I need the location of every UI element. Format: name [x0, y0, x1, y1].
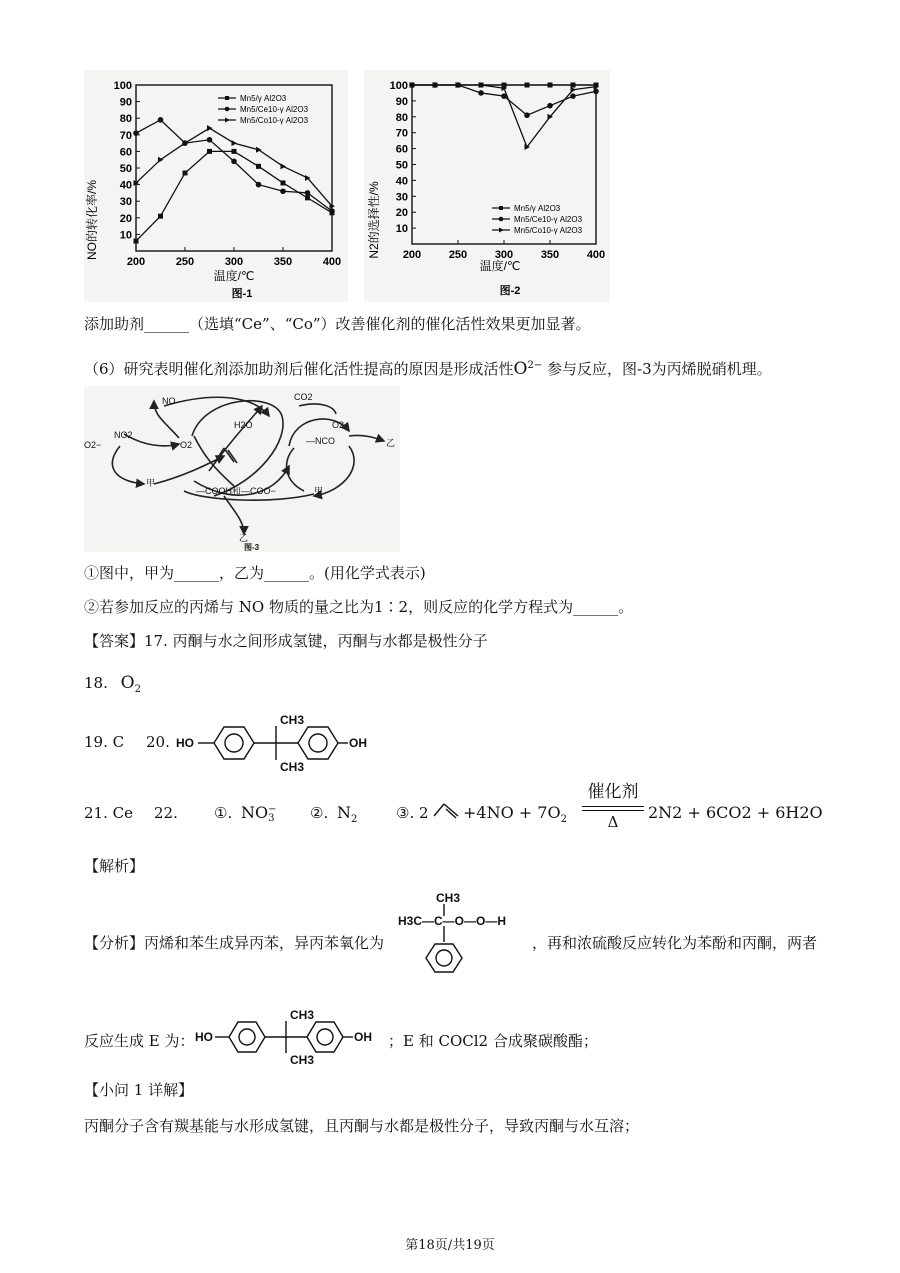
- answer-22-2-value: N: [337, 803, 351, 822]
- data-point: [134, 239, 139, 244]
- equation-arrow: [582, 806, 644, 811]
- legend-marker: [225, 96, 229, 100]
- y-tick-label: 30: [395, 191, 408, 204]
- bpa-ch3-top: CH3: [280, 713, 305, 727]
- y-tick-label: 70: [119, 129, 132, 142]
- fig2-xlabel: 温度/℃: [479, 259, 521, 273]
- sub-question-1-heading: 【小问 1 详解】: [84, 1081, 194, 1099]
- answer-21: 21. Ce: [84, 804, 133, 822]
- data-point: [281, 180, 286, 185]
- x-tick-label: 200: [126, 256, 146, 268]
- fig2-caption: 图-2: [499, 285, 521, 297]
- bpa2-ch3-top: CH3: [290, 1008, 315, 1022]
- page-footer: 第18页/共19页: [405, 1238, 495, 1253]
- answer-20-number: 20.: [146, 733, 170, 751]
- data-point: [547, 103, 553, 109]
- bpa-ho: HO: [176, 736, 194, 750]
- question-fill-line: 添加助剂______（选填“Ce”、“Co”）改善催化剂的催化活性效果更加显著。: [84, 315, 591, 333]
- answer-22-number: 22.: [154, 804, 178, 822]
- e-suffix: ；E 和 COCl2 合成聚碳酸酯；: [388, 1032, 598, 1050]
- jiexi-heading: 【解析】: [84, 857, 145, 875]
- x-tick-label: 400: [586, 249, 606, 261]
- figure-1-chart: [84, 70, 348, 302]
- data-point: [207, 137, 213, 143]
- sub-question-1-text: 丙酮分子含有羰基能与水形成氢键，且丙酮与水都是极性分子，导致丙酮与水互溶；: [84, 1117, 640, 1135]
- legend-label: Mn5/Co10-γ Al2O3: [240, 116, 309, 125]
- data-point: [280, 188, 286, 194]
- data-point: [524, 112, 530, 118]
- fig1-ylabel: NO的转化率/%: [85, 179, 99, 261]
- y-tick-label: 50: [395, 159, 408, 172]
- hydroperoxide-ch3: CH3: [436, 891, 461, 905]
- equation-mid-sub: 2: [560, 814, 567, 826]
- series-line: [136, 120, 332, 211]
- label-co2: CO2: [294, 392, 313, 402]
- y-tick-label: 70: [395, 127, 408, 140]
- y-tick-label: 10: [395, 223, 408, 236]
- oxide-ion: O: [513, 359, 528, 379]
- fig1-xlabel: 温度/℃: [213, 269, 255, 283]
- mechanism-diagram: [84, 386, 400, 552]
- data-point: [570, 93, 576, 99]
- y-tick-label: 50: [119, 163, 132, 175]
- data-point: [593, 89, 599, 95]
- bpa2-ch3-bottom: CH3: [290, 1053, 315, 1066]
- y-tick-label: 40: [395, 175, 408, 188]
- data-point: [525, 83, 530, 88]
- legend-label: Mn5/Ce10-γ Al2O3: [240, 105, 309, 114]
- x-tick-label: 350: [540, 249, 560, 261]
- bpa2-ho: HO: [195, 1030, 213, 1044]
- answer-line: 【答案】17. 丙酮与水之间形成氢键，丙酮与水都是极性分子: [84, 632, 488, 650]
- answer-22-2: [310, 803, 357, 830]
- equation-mid-text: +4NO + 7O: [463, 803, 561, 822]
- y-tick-label: 100: [389, 80, 408, 92]
- propene-skeletal: [432, 798, 462, 822]
- data-point: [305, 190, 311, 196]
- data-point: [133, 130, 139, 136]
- data-point: [232, 140, 238, 146]
- equation-right: 2N2 + 6CO2 + 6H2O: [648, 803, 823, 822]
- data-point: [571, 83, 576, 88]
- x-tick-label: 400: [322, 256, 342, 268]
- label-no: NO: [162, 396, 176, 406]
- legend-label: Mn5/Ce10-γ Al2O3: [514, 215, 583, 224]
- analysis-b: ，再和浓硫酸反应转化为苯酚和丙酮，两者: [532, 934, 818, 952]
- y-tick-label: 60: [119, 146, 132, 159]
- label-jia-mid: 甲: [314, 486, 324, 496]
- x-tick-label: 300: [224, 256, 244, 268]
- x-tick-label: 350: [273, 256, 293, 268]
- data-point: [329, 208, 335, 214]
- label-yi-right: 乙: [386, 438, 396, 448]
- equation-mid: [463, 803, 567, 830]
- question-6-2: [84, 597, 633, 617]
- legend-marker: [499, 217, 504, 222]
- figure-2: [364, 70, 610, 302]
- question-6-2-a: ②若参加反应的丙烯与 NO 物质的量之比为: [84, 598, 374, 616]
- y-tick-label: 90: [119, 96, 132, 109]
- y-tick-label: 100: [113, 80, 132, 92]
- y-tick-label: 20: [119, 212, 132, 225]
- legend-label: Mn5/Co10-γ Al2O3: [514, 226, 583, 235]
- x-tick-label: 250: [175, 256, 195, 268]
- data-point: [256, 164, 261, 169]
- hydroperoxide-main: H3C—C—O—O—H: [398, 914, 507, 928]
- bpa-structure: [176, 712, 386, 774]
- y-tick-label: 80: [119, 113, 132, 126]
- oxide-ion-charge: 2−: [527, 360, 543, 371]
- answer-19: 19. C: [84, 733, 125, 751]
- label-h2o: H2O: [234, 420, 253, 430]
- question-6-1: ①图中，甲为______，乙为______。(用化学式表示): [84, 564, 426, 582]
- answer-22-2-label: ②.: [310, 804, 329, 822]
- y-tick-label: 10: [119, 229, 132, 242]
- label-nco: —NCO: [306, 436, 335, 446]
- question-6-2-ratio: 1∶2: [373, 598, 409, 616]
- y-tick-label: 30: [119, 196, 132, 209]
- data-point: [256, 182, 262, 188]
- label-jia-left: 甲: [146, 478, 156, 488]
- answer-18: [84, 673, 141, 700]
- data-point: [158, 117, 164, 123]
- answer-22-1-sub: 3: [268, 813, 275, 824]
- answer-18-sub: 2: [134, 684, 141, 695]
- data-point: [548, 83, 553, 88]
- fig2-ylabel: N2的选择性/%: [367, 181, 381, 259]
- figure-1: [84, 70, 348, 302]
- label-o2: O2: [180, 440, 193, 450]
- data-point: [571, 87, 577, 93]
- data-point: [232, 149, 237, 154]
- legend-marker: [225, 118, 230, 123]
- analysis-a: 【分析】丙烯和苯生成异丙苯，异丙苯氧化为: [84, 934, 385, 952]
- data-point: [281, 163, 287, 169]
- data-point: [207, 125, 213, 131]
- figure-3-mechanism: [84, 386, 400, 552]
- figure-2-chart: [364, 70, 610, 302]
- question-6: [84, 356, 772, 379]
- y-tick-label: 80: [395, 111, 408, 124]
- answer-22-3: ③. 2: [396, 804, 429, 822]
- legend-label: Mn5/γ Al2O3: [514, 204, 561, 213]
- e-prefix: 反应生成 E 为：: [84, 1032, 195, 1050]
- data-point: [207, 149, 212, 154]
- bpa-oh: OH: [349, 736, 367, 750]
- data-point: [305, 195, 310, 200]
- bpa-structure-2: [195, 1008, 395, 1066]
- answer-18-value: O: [120, 673, 135, 693]
- answer-22-1-sup: −: [268, 804, 277, 815]
- x-tick-label: 300: [494, 249, 514, 261]
- catalyst-label: 催化剂: [587, 782, 639, 802]
- y-tick-label: 90: [395, 95, 408, 108]
- label-no2: NO2: [114, 430, 133, 440]
- fig3-caption: 图-3: [244, 543, 260, 552]
- data-point: [478, 90, 484, 96]
- answer-22-1-label: ①.: [214, 804, 233, 822]
- answer-18-number: 18.: [84, 674, 108, 692]
- data-point: [158, 214, 163, 219]
- label-o2-minus-right: O2−: [332, 420, 350, 430]
- answer-22-1-value: NO: [241, 803, 269, 822]
- question-6-2-b: ，则反应的化学方程式为______。: [408, 598, 634, 616]
- question-6-tail: 参与反应，图-3为丙烯脱硝机理。: [547, 360, 772, 378]
- y-tick-label: 60: [395, 143, 408, 156]
- bpa-ch3-bottom: CH3: [280, 760, 305, 774]
- label-o2-minus-left: O2−: [84, 440, 102, 450]
- legend-label: Mn5/γ Al2O3: [240, 94, 287, 103]
- series-line: [136, 151, 332, 241]
- x-tick-label: 250: [448, 249, 468, 261]
- heat-symbol: Δ: [607, 813, 619, 831]
- x-tick-label: 200: [402, 249, 422, 261]
- legend-marker: [499, 206, 503, 210]
- y-tick-label: 40: [119, 179, 132, 192]
- data-point: [183, 170, 188, 175]
- answer-22-2-sub: 2: [351, 814, 358, 825]
- label-yi-bottom: 乙: [239, 533, 249, 543]
- question-6-text: （6）研究表明催化剂添加助剂后催化活性提高的原因是形成活性: [84, 360, 514, 378]
- cumene-hydroperoxide-structure: [398, 888, 526, 986]
- data-point: [231, 159, 237, 165]
- label-cooh: —COOH和—COO−: [196, 486, 276, 496]
- legend-marker: [499, 228, 504, 233]
- y-tick-label: 20: [395, 207, 408, 220]
- fig1-caption: 图-1: [231, 288, 253, 300]
- answer-22-1: [214, 803, 277, 823]
- legend-marker: [225, 107, 230, 112]
- equation-condition: [582, 782, 644, 831]
- bpa2-oh: OH: [354, 1030, 372, 1044]
